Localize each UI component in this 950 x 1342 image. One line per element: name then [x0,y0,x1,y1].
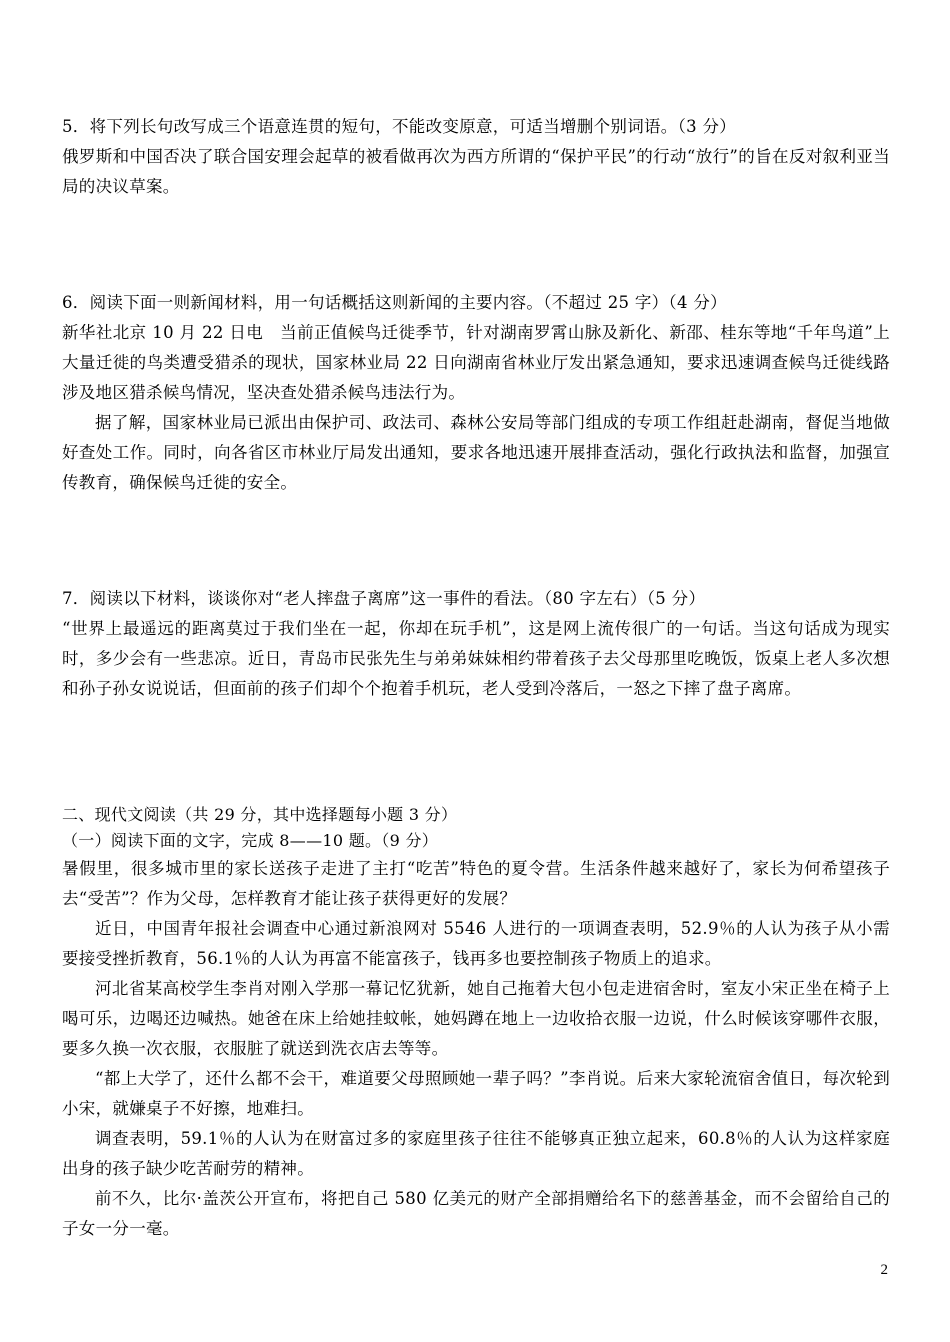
passage-paragraph: 前不久，比尔·盖茨公开宣布，将把自己 580 亿美元的财产全部捐赠给名下的慈善基金，而不会留给自己的子女一分一毫。 [62,1189,890,1238]
section-2-title: 二、现代文阅读（共 29 分，其中选择题每小题 3 分） [62,805,458,824]
question-7-text: “世界上最遥远的距离莫过于我们坐在一起，你却在玩手机”，这是网上流传很广的一句话。当这句话成为现实时，多少会有一些悲凉。近日，青岛市民张先生与弟弟妹妹相约带着孩子去父母那里吃晚饭，饭桌上老人多次想和孙子孙女说说话，但面前的孩子们却个个抱着手机玩，老人受到冷落后，一怒之下摔了盘子离席。 [62,619,890,698]
passage-paragraph: 河北省某高校学生李肖对刚入学那一幕记忆犹新，她自己拖着大包小包走进宿舍时，室友小宋正坐在椅子上喝可乐，边喝还边喊热。她爸在床上给她挂蚊帐，她妈蹲在地上一边收拾衣服一边说，什么时候该穿哪件衣服，要多久换一次衣服，衣服脏了就送到洗衣店去等等。 [62,979,890,1058]
question-6-paragraph-2: 据了解，国家林业局已派出由保护司、政法司、森林公安局等部门组成的专项工作组赶赴湖南，督促当地做好查处工作。同时，向各省区市林业厅局发出通知，要求各地迅速开展排查活动，强化行政执法和监督，加强宣传教育，确保候鸟迁徙的安全。 [62,413,890,492]
passage-paragraph: “都上大学了，还什么都不会干，难道要父母照顾她一辈子吗？”李肖说。后来大家轮流宿舍值日，每次轮到小宋，就嫌桌子不好擦，地难扫。 [62,1069,890,1118]
question-7-title: 7．阅读以下材料，谈谈你对“老人摔盘子离席”这一事件的看法。（80 字左右）（5 分） [62,589,706,608]
passage-paragraph: 调查表明，59.1％的人认为在财富过多的家庭里孩子往往不能够真正独立起来，60.8％的人认为这样家庭出身的孩子缺少吃苦耐劳的精神。 [62,1129,890,1178]
question-6-paragraph-1: 新华社北京 10 月 22 日电 当前正值候鸟迁徙季节，针对湖南罗霄山脉及新化、新邵、桂东等地“千年鸟道”上大量迁徙的鸟类遭受猎杀的现状，国家林业局 22 日向湖南省林业厅发出紧急通知，要求迅速调查候鸟迁徙线路涉及地区猎杀候鸟情况，坚决查处猎杀候鸟违法行为。 [62,323,890,402]
passage-paragraph: 暑假里，很多城市里的家长送孩子走进了主打“吃苦”特色的夏令营。生活条件越来越好了，家长为何希望孩子去“受苦”？作为父母，怎样教育才能让孩子获得更好的发展？ [62,859,890,908]
question-6-title: 6．阅读下面一则新闻材料，用一句话概括这则新闻的主要内容。（不超过 25 字）（4 分） [62,293,727,312]
question-5-title: 5．将下列长句改写成三个语意连贯的短句，不能改变原意，可适当增删个别词语。（3 分） [62,117,737,136]
question-5-text: 俄罗斯和中国否决了联合国安理会起草的被看做再次为西方所谓的“保护平民”的行动“放行”的旨在反对叙利亚当局的决议草案。 [62,147,890,196]
page-number: 2 [880,1262,888,1278]
document-page [62,112,890,1244]
section-2-subtitle: （一）阅读下面的文字，完成 8——10 题。（9 分） [62,831,439,850]
passage-paragraph: 近日，中国青年报社会调查中心通过新浪网对 5546 人进行的一项调查表明，52.9％的人认为孩子从小需要接受挫折教育，56.1％的人认为再富不能富孩子，钱再多也要控制孩子物质上的追求。 [62,919,890,968]
